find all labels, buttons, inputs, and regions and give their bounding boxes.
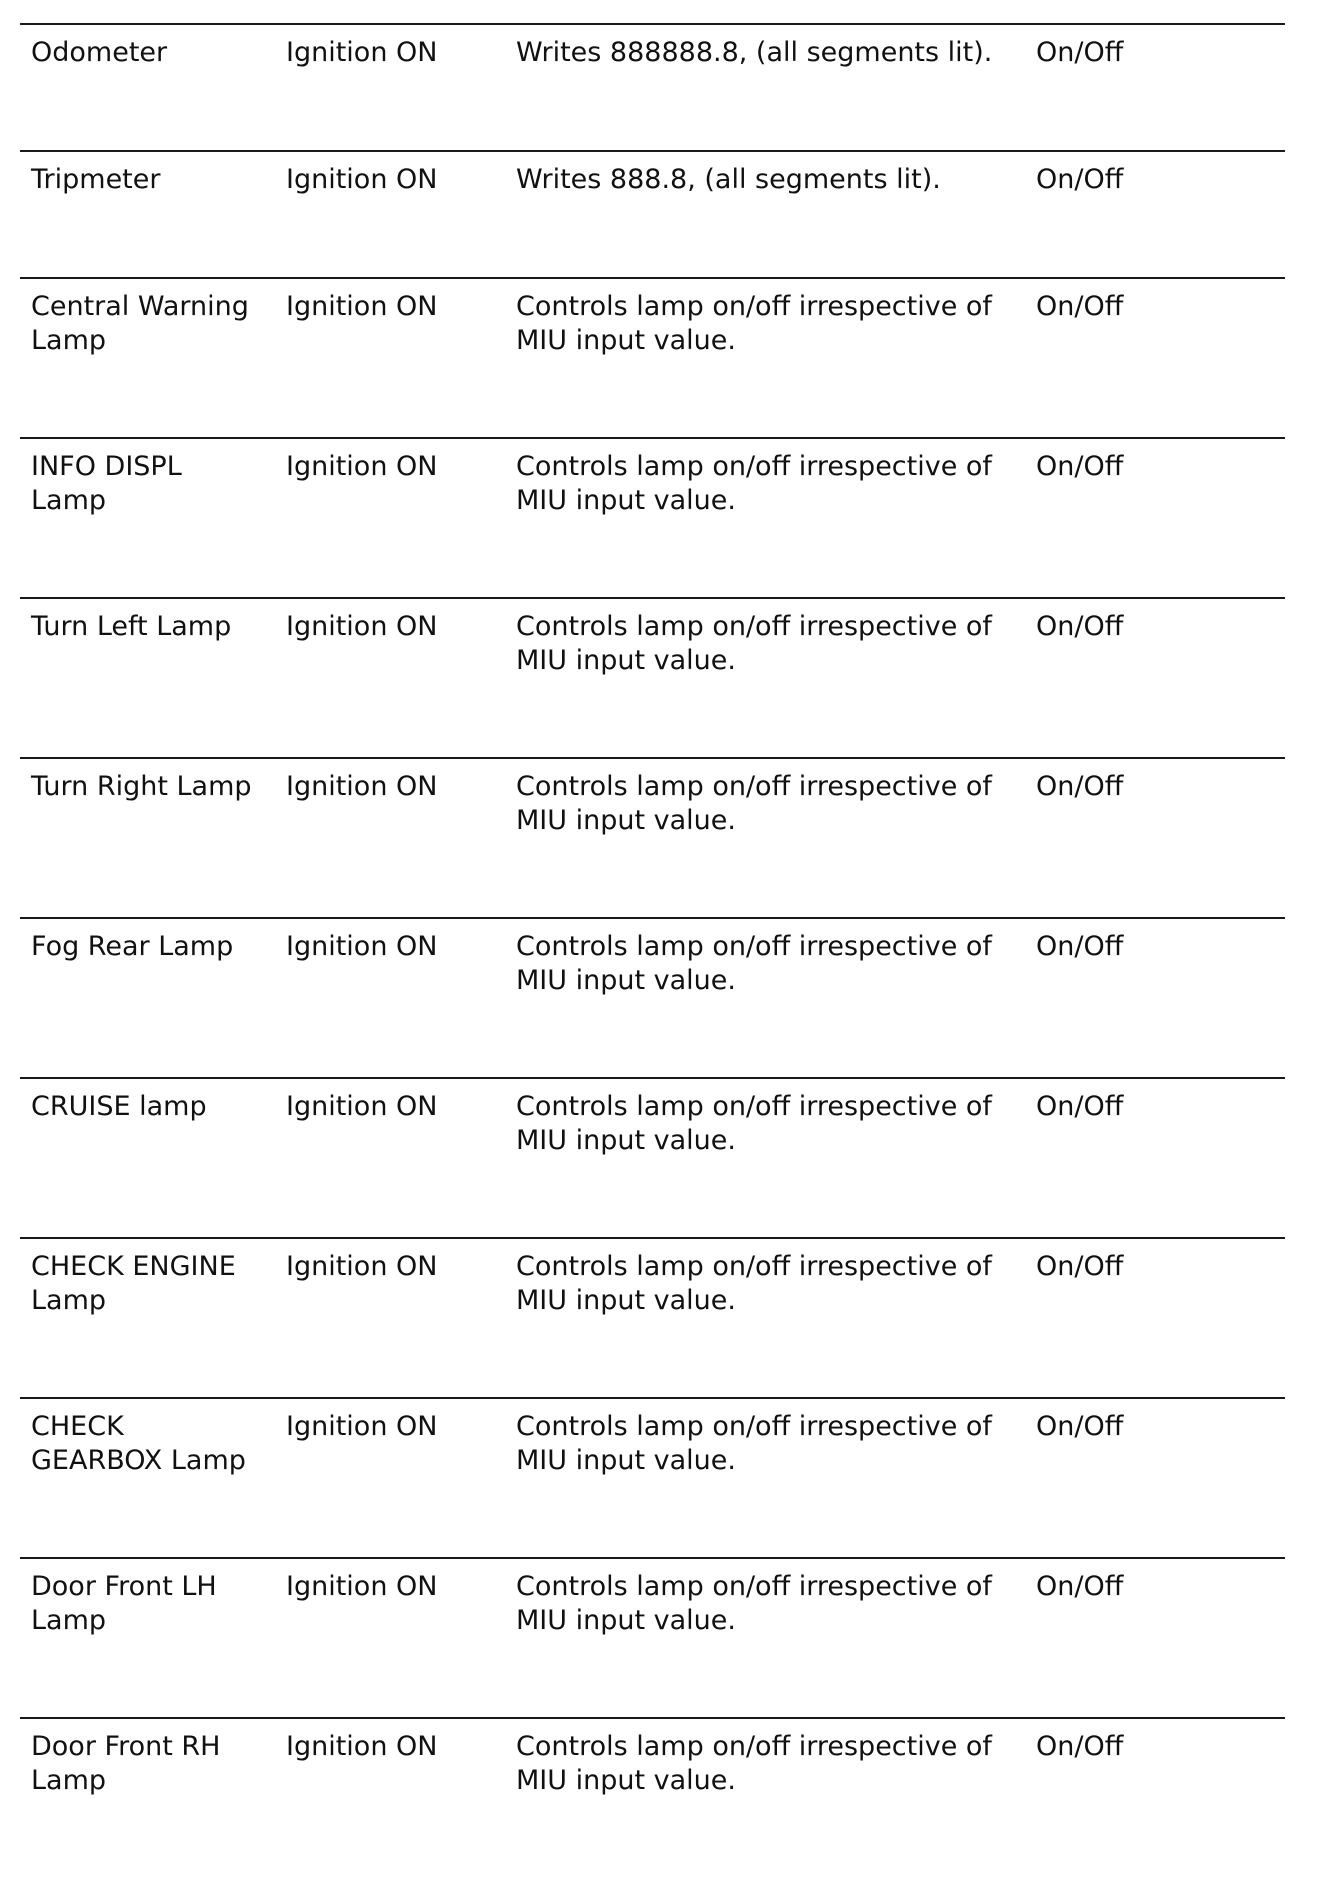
component-name: CHECK ENGINE Lamp (31, 1251, 236, 1316)
table-row (20, 757, 1285, 917)
condition: Ignition ON (286, 611, 438, 642)
action: On/Off (1036, 451, 1124, 482)
component-name: Fog Rear Lamp (31, 931, 234, 962)
action: On/Off (1036, 164, 1124, 195)
action: On/Off (1036, 1251, 1124, 1282)
table-row (20, 150, 1285, 277)
condition: Ignition ON (286, 1571, 438, 1602)
component-name: CRUISE lamp (31, 1091, 207, 1122)
component-name: Door Front RH Lamp (31, 1731, 221, 1796)
condition: Ignition ON (286, 291, 438, 322)
table-row (20, 23, 1285, 150)
action: On/Off (1036, 931, 1124, 962)
action: On/Off (1036, 1411, 1124, 1442)
table-row (20, 277, 1285, 437)
action: On/Off (1036, 291, 1124, 322)
component-name: INFO DISPL Lamp (31, 451, 182, 516)
action: On/Off (1036, 37, 1124, 68)
description: Writes 888888.8, (all segments lit). (516, 37, 993, 68)
component-name: Tripmeter (31, 164, 161, 195)
action: On/Off (1036, 1731, 1124, 1762)
description: Controls lamp on/off irrespective of MIU input value. (516, 1251, 992, 1316)
description: Controls lamp on/off irrespective of MIU input value. (516, 1571, 992, 1636)
table-row (20, 597, 1285, 757)
table-row (20, 1077, 1285, 1237)
component-name: Turn Left Lamp (31, 611, 232, 642)
condition: Ignition ON (286, 931, 438, 962)
condition: Ignition ON (286, 1731, 438, 1762)
component-name: Turn Right Lamp (31, 771, 252, 802)
description: Controls lamp on/off irrespective of MIU input value. (516, 931, 992, 996)
condition: Ignition ON (286, 1411, 438, 1442)
description: Controls lamp on/off irrespective of MIU input value. (516, 771, 992, 836)
action: On/Off (1036, 1091, 1124, 1122)
description: Controls lamp on/off irrespective of MIU input value. (516, 1411, 992, 1476)
table-row (20, 437, 1285, 597)
condition: Ignition ON (286, 1251, 438, 1282)
component-name: Door Front LH Lamp (31, 1571, 217, 1636)
condition: Ignition ON (286, 164, 438, 195)
component-name: CHECK GEARBOX Lamp (31, 1411, 246, 1476)
description: Controls lamp on/off irrespective of MIU input value. (516, 1091, 992, 1156)
action: On/Off (1036, 611, 1124, 642)
component-name: Odometer (31, 37, 168, 68)
action: On/Off (1036, 771, 1124, 802)
table-row (20, 1557, 1285, 1717)
description: Writes 888.8, (all segments lit). (516, 164, 941, 195)
table-row (20, 1397, 1285, 1557)
condition: Ignition ON (286, 1091, 438, 1122)
table-row (20, 1237, 1285, 1397)
condition: Ignition ON (286, 451, 438, 482)
description: Controls lamp on/off irrespective of MIU input value. (516, 291, 992, 356)
condition: Ignition ON (286, 771, 438, 802)
component-name: Central Warning Lamp (31, 291, 249, 356)
table-row (20, 1717, 1285, 1877)
description: Controls lamp on/off irrespective of MIU input value. (516, 611, 992, 676)
description: Controls lamp on/off irrespective of MIU input value. (516, 1731, 992, 1796)
description: Controls lamp on/off irrespective of MIU input value. (516, 451, 992, 516)
actuator-test-table (20, 23, 1285, 1877)
condition: Ignition ON (286, 37, 438, 68)
action: On/Off (1036, 1571, 1124, 1602)
table-row (20, 917, 1285, 1077)
